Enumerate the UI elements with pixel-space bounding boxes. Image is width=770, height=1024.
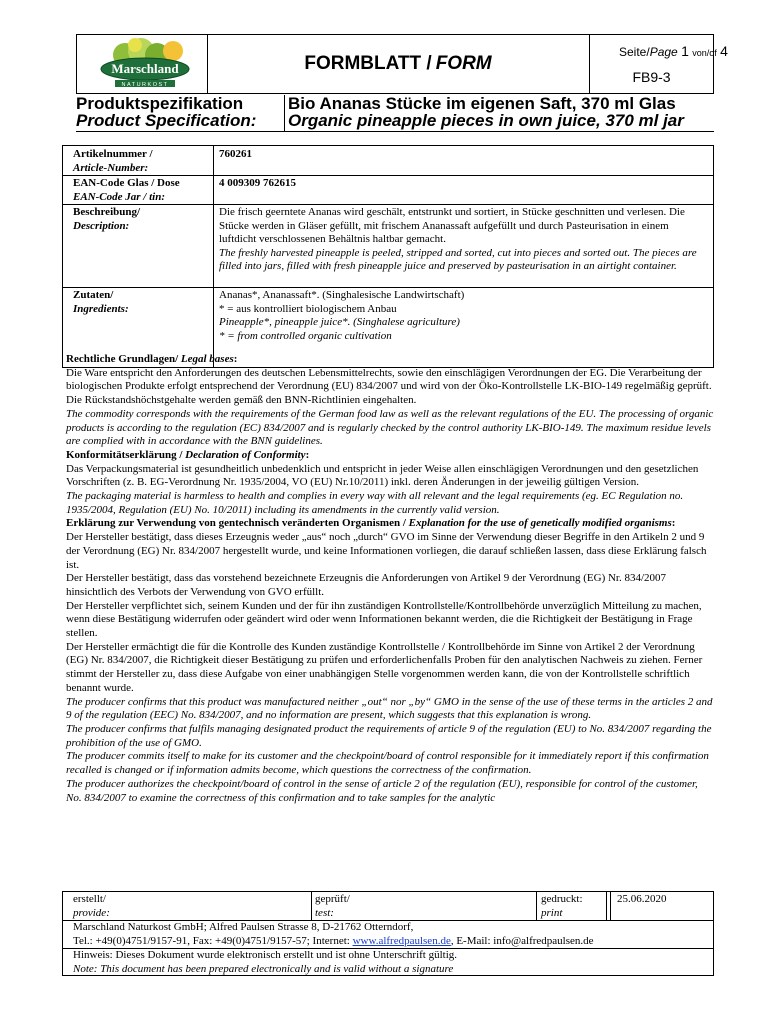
- row-divider: [63, 287, 713, 288]
- page-indicator: [619, 43, 728, 59]
- checked-by-label: [315, 893, 350, 920]
- product-name-cell: [288, 95, 718, 129]
- print-date: 25.06.2020: [617, 893, 667, 905]
- footer-divider: [610, 892, 611, 920]
- gmo-text-en-3: The producer commits itself to make for its customer and the checkpoint/board of control responsible for it immediately report if this confirmation recalled is changed or if information admits become, which questions the correctness of the confirmation.: [66, 750, 709, 777]
- legal-text-de: Die Ware entspricht den Anforderungen des deutschen Lebensmittelrechts, sowie den einschlägigen Verordnungen der EG. Die Verarbeitung der biologischen Produkte erfolgt entsprechend der Verordnung (EU) 834/2007 und wird von der Öko-Kontrollstelle LK-BIO-149 regelmäßig geprüft. Die Rückstandshöchstgehalte werden gemäß den BNN-Richtlinien eingehalten.: [66, 366, 712, 407]
- product-label-de: Produktspezifikation: [76, 94, 244, 113]
- gmo-text-de-2: Der Hersteller bestätigt, dass das vorstehend bezeichnete Erzeugnis die Anforderungen von Artikel 9 der Verordnung (EG) Nr. 834/2007 hinsichtlich des Verbots der Verwendung von GVO erfüllt.: [66, 572, 667, 598]
- printed-label-en: print: [541, 906, 563, 919]
- product-name-en: Organic pineapple pieces in own juice, 370 ml jar: [288, 111, 684, 130]
- marschland-logo-graphic: [77, 35, 207, 93]
- ean-label-en: EAN-Code Jar / tin:: [73, 190, 165, 203]
- form-title-en: FORM: [435, 53, 492, 74]
- product-label-en: Product Specification:: [76, 111, 257, 130]
- ingredients-label: [73, 289, 208, 316]
- table-divider: [213, 146, 214, 367]
- gmo-heading-de: Erklärung zur Verwendung von gentechnisch veränderten Organismen /: [66, 517, 409, 530]
- page-of: von/of: [692, 48, 717, 58]
- footer-divider: [311, 892, 312, 920]
- legal-heading-de: Rechtliche Grundlagen/: [66, 353, 179, 365]
- legal-heading: Rechtliche Grundlagen/ Legal bases:: [66, 353, 238, 365]
- company-logo: [77, 35, 208, 93]
- conformity-text-en: The packaging material is harmless to health and complies in every way with all relevant and the legal requirements (eg. EC Regulation no. 1935/2004, Regulation (EU) No. 10/2011) including its amendments in the currently valid version.: [66, 490, 684, 516]
- checked-label-en: test:: [315, 906, 334, 919]
- page-label-en: Page: [649, 45, 678, 59]
- website-link[interactable]: www.alfredpaulsen.de: [352, 934, 451, 947]
- form-header: [76, 34, 728, 94]
- title-underline: [76, 131, 714, 132]
- doc-code: FB9-3: [632, 69, 671, 85]
- description-text: [219, 206, 707, 274]
- gmo-text-de-1: Der Hersteller bestätigt, dass dieses Erzeugnis weder „aus“ noch „durch“ GVO im Sinne der Verwendung dieser Begriffe in den Artikeln 2 und 9 der Verordnung (EG) Nr. 834/2007 hergestellt wurde, und keine Informationen vorliegen, die darauf schließen lassen, dass diese Erklärung falsch ist.: [66, 531, 707, 571]
- ingr-label-de: Zutaten/: [73, 289, 114, 301]
- contact-email: , E-Mail: info@alfredpaulsen.de: [450, 934, 594, 947]
- description-en: The freshly harvested pineapple is peeled, stripped and sorted, cut into pieces and sorted out. The pieces are filled into jars, filled with fresh pineapple juice and preserved by pasteurisation in an airtight container.: [219, 246, 697, 272]
- page-number: 1: [681, 43, 689, 59]
- company-address: Marschland Naturkost GmbH; Alfred Paulsen Strasse 8, D-21762 Otterndorf,: [73, 921, 414, 933]
- ean-label: [73, 177, 208, 204]
- form-title-de: FORMBLATT /: [304, 53, 432, 74]
- company-address-block: [73, 921, 594, 948]
- legal-sections: [66, 353, 716, 805]
- logo-subtext: NATURKOST: [121, 82, 169, 88]
- company-contact: [73, 935, 594, 949]
- ingredients-text: [219, 289, 707, 343]
- product-label-cell: [76, 95, 285, 131]
- row-divider: [63, 204, 713, 205]
- gmo-text-en-1: The producer confirms that this product was manufactured neither „out“ nor „by“ GMO in the sense of the use of these terms in the articles 2 and 9 of the regulation (EEC) No. 834/2007, and no information are present, which suggests that this explanation is wrong.: [66, 695, 713, 722]
- printed-label-de: gedruckt:: [541, 893, 583, 905]
- footer-table: [62, 891, 714, 976]
- ingredients-de-1: Ananas*, Ananassaft*. (Singhalesische Landwirtschaft): [219, 289, 465, 301]
- desc-label-en: Description:: [73, 219, 130, 232]
- gmo-text-de-4: Der Hersteller ermächtigt die für die Kontrolle des Kunden zuständige Kontrollstelle / Kontrollbehörde im Sinne von Artikel 2 der Verordnung (EG) Nr. 834/2007, die Richtigkeit dieser Bestätigung zu prüfen und erforderlichenfalls Proben für den analytischen Nachweis zu ziehen. Ferner stimmt der Hersteller zu, dass diese Aufgabe von einer unabhängigen Stelle vorgenommen werden kann, die von der Kontrollstelle schriftlich benannt wurde.: [66, 640, 703, 694]
- ingr-label-en: Ingredients:: [73, 302, 129, 315]
- printed-label: [541, 893, 583, 920]
- note-en: Note: This document has been prepared electronically and is valid without a signature: [73, 962, 454, 975]
- article-label-de: Artikelnummer /: [73, 148, 153, 160]
- description-de: Die frisch geerntete Ananas wird geschält, entstrunkt und sortiert, in Stücke geschnitten und verlesen. Die Stücke werden in Gläser gefüllt, mit frischem Ananassaft aufgefüllt und durch Pasteurisation in einem luftdicht verschlossenen Behältnis haltbar gemacht.: [219, 206, 685, 245]
- contact-phone-fax: Tel.: +49(0)4751/9157-91, Fax: +49(0)4751/9157-57; Internet:: [73, 934, 353, 947]
- gmo-text-en-2: The producer confirms that fulfils managing designated product the requirements of article 9 of the regulation (EU) to No. 834/2007 regarding the prohibition of the use of GMO.: [66, 722, 712, 749]
- checked-label-de: geprüft/: [315, 893, 350, 905]
- page-total: 4: [720, 43, 728, 59]
- logo-text: Marschland: [111, 61, 179, 76]
- row-divider: [63, 175, 713, 176]
- article-value: 760261: [219, 148, 252, 160]
- conformity-heading-en: Declaration of Conformity: [185, 448, 306, 461]
- desc-label-de: Beschreibung/: [73, 206, 141, 218]
- ingredients-de-2: * = aus kontrolliert biologischem Anbau: [219, 302, 397, 315]
- gmo-text-de-3: Der Hersteller verpflichtet sich, seinem Kunden und der für ihn zuständigen Kontrollstelle/Kontrollbehörde unverzüglich Mitteilung zu machen, wenn diese Bestätigung widerrufen oder geändert wird oder wenn Informationen bekannt werden, die die Richtigkeit der Bestätigung in Frage stellen.: [66, 599, 702, 640]
- legal-heading-en: Legal bases: [178, 353, 234, 365]
- gmo-text-en-4: The producer authorizes the checkpoint/board of control in the sense of article 2 of the regulation (EU), responsible for control of the customer, No. 834/2007 to examine the correctness of this confirmation and to take samples for the analytic: [66, 777, 698, 804]
- note-de: Hinweis: Dieses Dokument wurde elektronisch erstellt und ist ohne Unterschrift gültig.: [73, 949, 458, 961]
- ean-value: 4 009309 762615: [219, 177, 296, 189]
- footer-divider: [606, 892, 607, 920]
- spec-table: [62, 145, 714, 368]
- created-label-en: provide:: [73, 906, 110, 919]
- created-by-label: [73, 893, 110, 920]
- ingredients-en-2: * = from controlled organic cultivation: [219, 329, 392, 342]
- ean-label-de: EAN-Code Glas / Dose: [73, 177, 180, 189]
- product-title-block: [76, 95, 714, 131]
- electronic-note: [73, 949, 457, 976]
- product-name-de: Bio Ananas Stücke im eigenen Saft, 370 ml Glas: [288, 94, 676, 113]
- conformity-heading: Konformitätserklärung / Declaration of Conformity:: [66, 448, 310, 461]
- description-label: [73, 206, 208, 233]
- article-label-en: Article-Number:: [73, 161, 149, 174]
- article-label: [73, 148, 208, 175]
- footer-divider: [536, 892, 537, 920]
- gmo-heading: Erklärung zur Verwendung von gentechnisch veränderten Organismen / Explanation for the use of genetically modified organisms:: [66, 517, 676, 530]
- conformity-text-de: Das Verpackungsmaterial ist gesundheitlich unbedenklich und entspricht in jeder Weise allen einschlägigen Verordnungen und den gesetzlichen Vorschriften (z. B. EG-Verordnung Nr. 1935/2004, VO (EU) Nr.10/2011) inkl. deren Änderungen in der jeweilig gültigen Version.: [66, 462, 699, 489]
- created-label-de: erstellt/: [73, 893, 106, 905]
- gmo-heading-en: Explanation for the use of genetically modified organisms: [408, 517, 672, 530]
- ingredients-en-1: Pineapple*, pineapple juice*. (Singhalese agriculture): [219, 316, 460, 328]
- legal-text-en: The commodity corresponds with the requirements of the German food law as well as the relevant regulations of the EU. The processing of organic products is according to the regulation (EC) 834/2007 and is regularly checked by the control authority LK-BIO-149. The maximum residue levels are complied with in accordance with the BNN guidelines.: [66, 407, 714, 448]
- page-info: [589, 35, 728, 93]
- conformity-heading-de: Konformitätserklärung /: [66, 448, 186, 461]
- page-label-de: Seite/: [619, 45, 650, 59]
- form-title: [207, 35, 590, 93]
